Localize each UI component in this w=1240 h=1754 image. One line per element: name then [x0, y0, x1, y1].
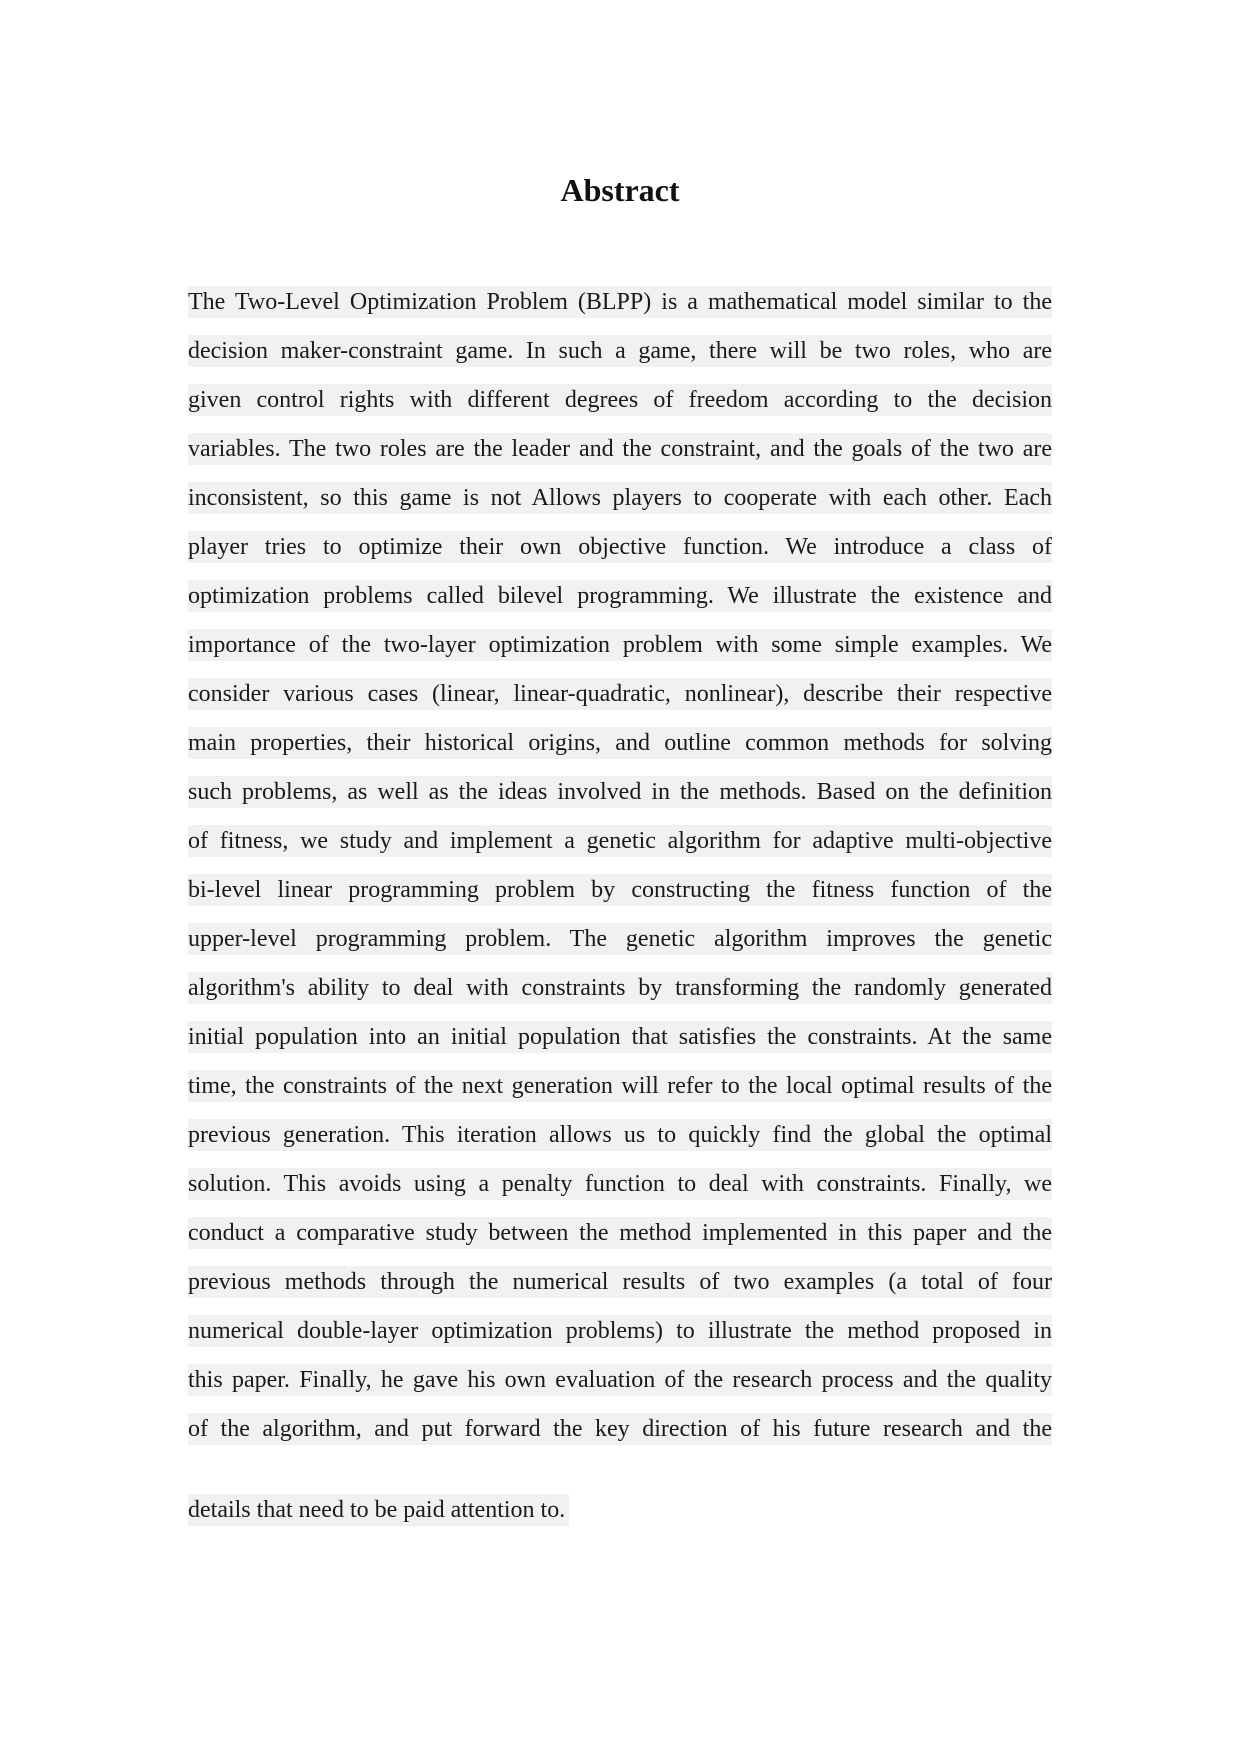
abstract-line: such problems, as well as the ideas involved in the methods. Based on the definition — [188, 768, 1052, 817]
abstract-line: given control rights with different degrees of freedom according to the decision — [188, 376, 1052, 425]
abstract-line: decision maker-constraint game. In such a game, there will be two roles, who are — [188, 327, 1052, 376]
abstract-line: previous methods through the numerical results of two examples (a total of four — [188, 1258, 1052, 1307]
abstract-line: The Two-Level Optimization Problem (BLPP) is a mathematical model similar to the — [188, 278, 1052, 327]
abstract-line: conduct a comparative study between the method implemented in this paper and the — [188, 1209, 1052, 1258]
abstract-line: time, the constraints of the next generation will refer to the local optimal results of the — [188, 1062, 1052, 1111]
abstract-line: numerical double-layer optimization problems) to illustrate the method proposed in — [188, 1307, 1052, 1356]
abstract-line: upper-level programming problem. The genetic algorithm improves the genetic — [188, 915, 1052, 964]
abstract-line: player tries to optimize their own objective function. We introduce a class of — [188, 523, 1052, 572]
abstract-line: previous generation. This iteration allows us to quickly find the global the optimal — [188, 1111, 1052, 1160]
page-title: Abstract — [560, 172, 680, 208]
abstract-line: bi-level linear programming problem by constructing the fitness function of the — [188, 866, 1052, 915]
abstract-line: initial population into an initial population that satisfies the constraints. At the same — [188, 1013, 1052, 1062]
abstract-last-line: details that need to be paid attention to. — [188, 1486, 569, 1535]
abstract-line: solution. This avoids using a penalty function to deal with constraints. Finally, we — [188, 1160, 1052, 1209]
abstract-line: of fitness, we study and implement a genetic algorithm for adaptive multi-objective — [188, 817, 1052, 866]
abstract-body — [188, 278, 1052, 1542]
abstract-line: optimization problems called bilevel programming. We illustrate the existence and — [188, 572, 1052, 621]
abstract-line: this paper. Finally, he gave his own evaluation of the research process and the quality — [188, 1356, 1052, 1405]
abstract-line: importance of the two-layer optimization problem with some simple examples. We — [188, 621, 1052, 670]
abstract-line: main properties, their historical origins, and outline common methods for solving — [188, 719, 1052, 768]
abstract-line: algorithm's ability to deal with constraints by transforming the randomly generated — [188, 964, 1052, 1013]
abstract-line: variables. The two roles are the leader and the constraint, and the goals of the two are — [188, 425, 1052, 474]
abstract-line: inconsistent, so this game is not Allows players to cooperate with each other. Each — [188, 474, 1052, 523]
abstract-line: consider various cases (linear, linear-quadratic, nonlinear), describe their respective — [188, 670, 1052, 719]
abstract-line: of the algorithm, and put forward the key direction of his future research and the — [188, 1405, 1052, 1454]
